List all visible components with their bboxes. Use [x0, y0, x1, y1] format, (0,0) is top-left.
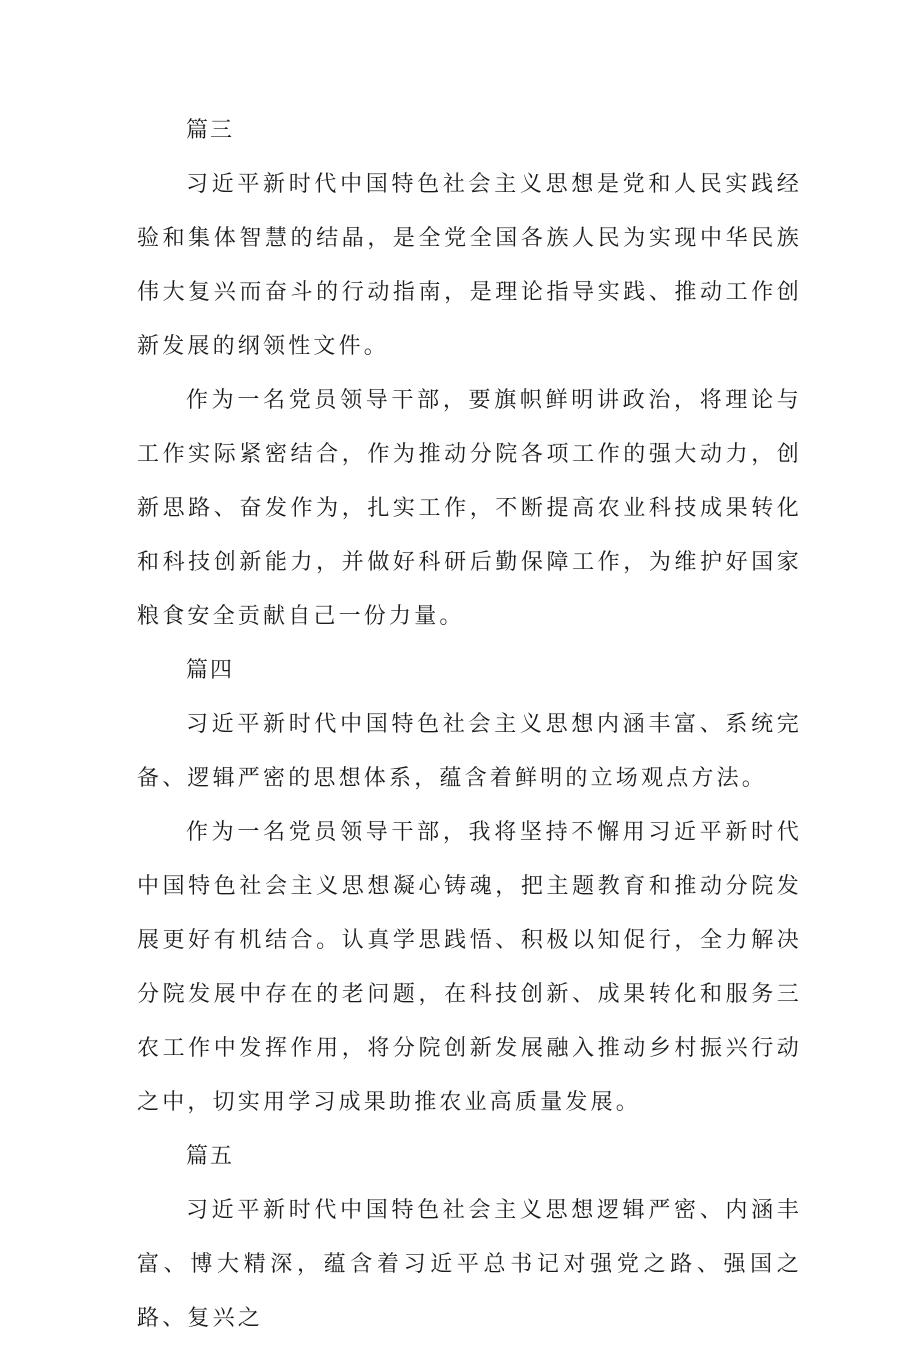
paragraph: 习近平新时代中国特色社会主义思想内涵丰富、系统完备、逻辑严密的思想体系，蕴含着鲜明的立场观点方法。	[137, 712, 802, 791]
document-body	[137, 104, 802, 1346]
section-heading: 篇四	[186, 658, 235, 683]
paragraph: 习近平新时代中国特色社会主义思想逻辑严密、内涵丰富、博大精深，蕴含着习近平总书记对强党之路、强国之路、复兴之	[137, 1198, 802, 1331]
paragraph: 作为一名党员领导干部，要旗帜鲜明讲政治，将理论与工作实际紧密结合，作为推动分院各项工作的强大动力，创新思路、奋发作为，扎实工作，不断提高农业科技成果转化和科技创新能力，并做好科研后勤保障工作，为维护好国家粮食安全贡献自己一份力量。	[137, 388, 802, 629]
section-heading: 篇五	[186, 1144, 235, 1169]
paragraph: 习近平新时代中国特色社会主义思想是党和人民实践经验和集体智慧的结晶，是全党全国各族人民为实现中华民族伟大复兴而奋斗的行动指南，是理论指导实践、推动工作创新发展的纲领性文件。	[137, 172, 802, 359]
section-heading: 篇三	[186, 118, 235, 143]
paragraph: 作为一名党员领导干部，我将坚持不懈用习近平新时代中国特色社会主义思想凝心铸魂，把主题教育和推动分院发展更好有机结合。认真学思践悟、积极以知促行，全力解决分院发展中存在的老问题，在科技创新、成果转化和服务三农工作中发挥作用，将分院创新发展融入推动乡村振兴行动之中，切实用学习成果助推农业高质量发展。	[137, 820, 802, 1115]
